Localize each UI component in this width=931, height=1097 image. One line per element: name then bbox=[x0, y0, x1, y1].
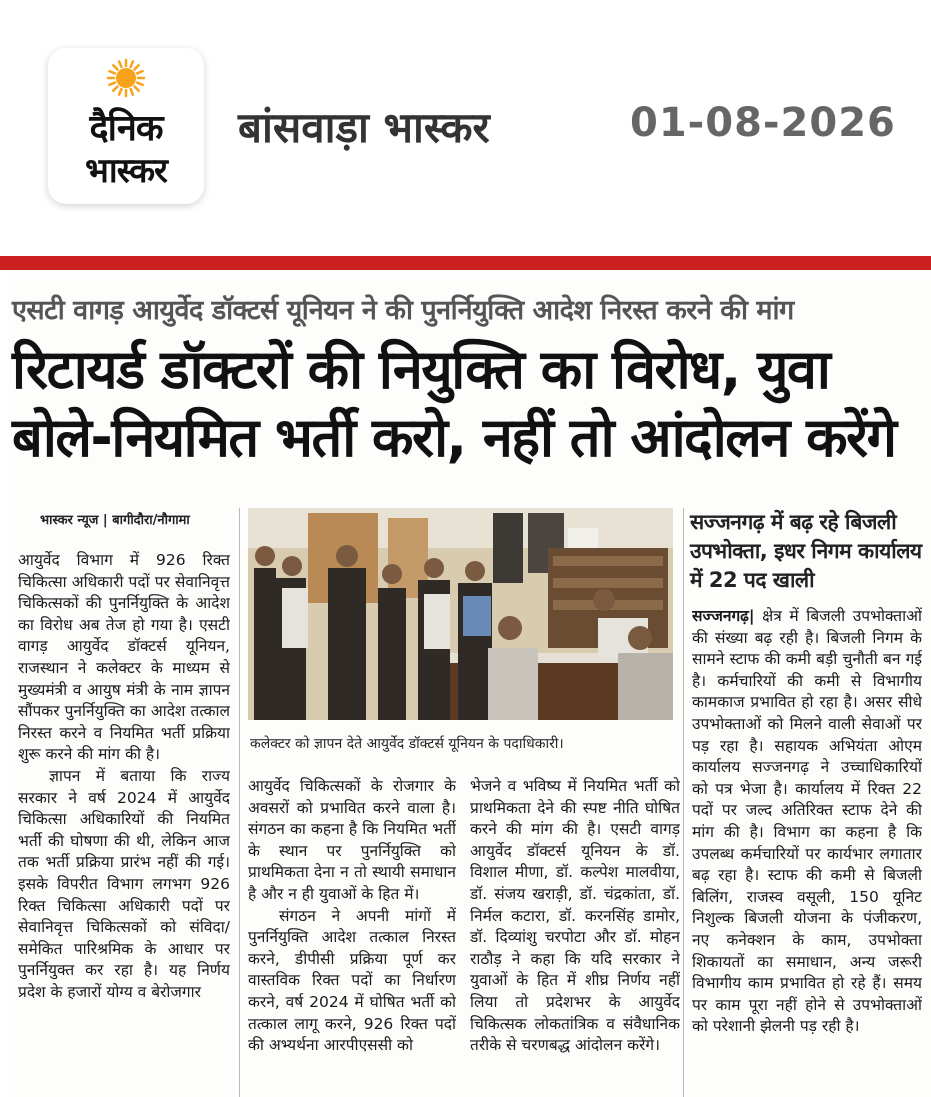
side-article-headline: सज्जनगढ़ में बढ़ रहे बिजली उपभोक्ता, इधर निगम कार्यालय में 22 पद खाली bbox=[690, 510, 922, 592]
office-meeting-photo bbox=[248, 508, 673, 720]
logo-text-line2: भास्कर bbox=[85, 151, 167, 191]
sun-ray bbox=[113, 86, 117, 90]
article-headline bbox=[12, 336, 922, 472]
paragraph bbox=[692, 606, 922, 1038]
sun-ray bbox=[131, 61, 133, 67]
paragraph: संगठन ने अपनी मांगों में पुनर्नियुक्ति आदेश तत्काल निरस्त करने, डीपीसी प्रक्रिया पूर्ण कर वास्तविक रिक्त पदों का निर्धारण करने, वर्ष 2024 में घोषित भर्ती को तत्काल लागू करने, 926 रिक्त पदों की अभ्यर्थना आरपीएससी को bbox=[248, 906, 456, 1055]
sun-ray bbox=[134, 86, 138, 90]
edition-date: 01-08-2026 bbox=[630, 100, 896, 146]
paragraph: आयुर्वेद विभाग में 926 रिक्त चिकित्सा अधिकारी पदों पर सेवानिवृत्त चिकित्सकों की पुनर्नियुक्ति के आदेश का विरोध अब तेज हो गया है। एसटी वागड़ आयुर्वेद डॉक्टर्स यूनियन, राजस्थान ने कलेक्टर के माध्यम से मुख्यमंत्री व आयुष मंत्री के नाम ज्ञापन सौंपकर पुनर्नियुक्ति का आदेश तत्काल निरस्त करने व नियमित भर्ती प्रक्रिया शुरू करने की मांग की है। bbox=[18, 551, 230, 764]
red-divider bbox=[0, 256, 931, 270]
article-column-1 bbox=[18, 550, 230, 1097]
paragraph: भेजने व भविष्य में नियमित भर्ती को प्राथमिकता देने की स्पष्ट नीति घोषित करने की मांग की है। एसटी वागड़ आयुर्वेद डॉक्टर्स यूनियन के डॉ. विशाल मीणा, डॉ. कल्पेश मालवीया, डॉ. संजय खराड़ी, डॉ. चंद्रकांता, डॉ. निर्मल कटारा, डॉ. करनसिंह डामोर, डॉ. दिव्यांशु चरपोटा और डॉ. मोहन राठौड़ ने कहा कि यदि सरकार ने युवाओं के हित में शीघ्र निर्णय नहीं लिया तो प्रदेशभर के आयुर्वेद चिकित्सक लोकतांत्रिक व संवैधानिक तरीके से चरणबद्ध आंदोलन करेंगे। bbox=[470, 777, 680, 1055]
headline-line-2: बोले-नियमित भर्ती करो, नहीं तो आंदोलन करेंगे bbox=[12, 406, 896, 469]
edition-title: बांसवाड़ा भास्कर bbox=[238, 103, 490, 152]
column-divider bbox=[239, 508, 240, 1097]
sun-icon bbox=[106, 58, 146, 98]
sun-ray bbox=[109, 83, 115, 85]
dainik-bhaskar-logo bbox=[48, 48, 204, 204]
sun-ray bbox=[119, 61, 121, 67]
sun-ray bbox=[109, 71, 115, 73]
sun-ray bbox=[113, 65, 117, 69]
sun-ray bbox=[137, 83, 143, 85]
dateline: सज्जनगढ़| bbox=[692, 607, 755, 625]
side-article-body bbox=[692, 606, 922, 1097]
article-kicker: एसटी वागड़ आयुर्वेद डॉक्टर्स यूनियन ने की पुनर्नियुक्ति आदेश निरस्त करने की मांग bbox=[12, 295, 794, 326]
sun-ray bbox=[137, 71, 143, 73]
news-photo bbox=[248, 508, 673, 720]
sun-ray bbox=[119, 89, 121, 95]
sun-ray bbox=[131, 89, 133, 95]
photo-caption: कलेक्टर को ज्ञापन देते आयुर्वेद डॉक्टर्स यूनियन के पदाधिकारी। bbox=[250, 736, 564, 752]
article-column-3 bbox=[470, 776, 680, 1097]
headline-line-1: रिटायर्ड डॉक्टरों की नियुक्ति का विरोध, युवा bbox=[12, 338, 830, 401]
article-byline: भास्कर न्यूज | बागीदौरा/नौगामा bbox=[40, 513, 190, 528]
article-column-2 bbox=[248, 776, 456, 1097]
paragraph: ज्ञापन में बताया कि राज्य सरकार ने वर्ष 2024 में आयुर्वेद चिकित्सा अधिकारियों की नियमित भर्ती की घोषणा की थी, लेकिन आज तक भर्ती प्रक्रिया प्रारंभ नहीं की गई। इसके विपरीत विभाग लगभग 926 रिक्त चिकित्सा अधिकारी पदों पर सेवानिवृत्त चिकित्सकों को संविदा/समेकित पारिश्रमिक के आधार पर पुनर्नियुक्त कर रहा है। यह निर्णय प्रदेश के हजारों योग्य व बेरोजगार bbox=[18, 766, 230, 1001]
logo-text-line1: दैनिक bbox=[89, 108, 163, 149]
paragraph: आयुर्वेद चिकित्सकों के रोजगार के अवसरों को प्रभावित करने वाला है। संगठन का कहना है कि नियमित भर्ती के स्थान पर पुनर्नियुक्ति को प्राथमिकता देना न तो स्थायी समाधान है और न ही युवाओं के हित में। bbox=[248, 777, 456, 903]
column-divider bbox=[683, 508, 684, 1097]
sun-ray bbox=[134, 65, 138, 69]
side-article-text: क्षेत्र में बिजली उपभोक्ताओं की संख्या बढ़ रही है। बिजली निगम के सामने स्टाफ की कमी बड़ी चुनौती बन गई है। कर्मचारियों की कमी से विभागीय कामकाज प्रभावित हो रहा है। असर सीधे उपभोक्ताओं को मिलने वाली सेवाओं पर पड़ रहा है। सहायक अभियंता ओएम कार्यालय सज्जनगढ़ ने उच्चाधिकारियों को पत्र भेजा है। कार्यालय में रिक्त 22 पदों पर जल्द अतिरिक्त स्टाफ देने की मांग की है। विभाग का कहना है कि उपलब्ध कर्मचारियों पर कार्यभार लगातार बढ़ रहा है। स्टाफ की कमी से बिजली बिलिंग, राजस्व वसूली, 150 यूनिट निशुल्क बिजली योजना के पंजीकरण, नए कनेक्शन के काम, उपभोक्ता शिकायतों का समाधान, अन्य जरूरी विभागीय काम प्रभावित हो रहे हैं। समय पर काम पूरा नहीं होने से उपभोक्ताओं को परेशानी झेलनी पड़ रही है। bbox=[692, 607, 922, 1036]
